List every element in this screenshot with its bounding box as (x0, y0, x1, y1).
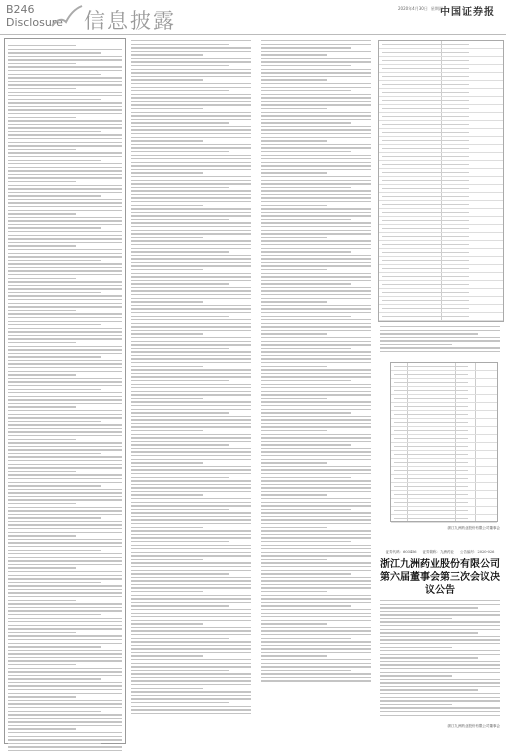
masthead (0, 0, 506, 35)
column-2 (128, 38, 254, 744)
section-label-cn: 信息披露 (84, 9, 176, 33)
signature-end: 浙江九洲药业股份有限公司董事会 (447, 724, 500, 728)
signature-mid: 浙江九洲药业股份有限公司董事会 (447, 526, 500, 530)
notice-title: 第六届董事会第三次会议决议公告 (380, 572, 500, 596)
column-2-text (131, 40, 251, 716)
page-number: B246 (6, 3, 35, 16)
section-label-en: Disclosure (6, 16, 63, 29)
column-1-text (8, 45, 122, 753)
column-1 (4, 38, 126, 744)
brush-stroke-icon (50, 4, 84, 30)
stock-info: 证券代码：603456 证券简称：九洲药业 公告编号：2020-026 (385, 550, 495, 554)
notice-header (378, 550, 502, 597)
company-name: 浙江九洲药业股份有限公司 (380, 559, 500, 570)
newspaper-logo: 中国证券报 (440, 7, 495, 18)
date-line: 2020年4月30日 星期四 (398, 6, 443, 11)
table-lower (390, 362, 498, 522)
column-4-text-mid (380, 326, 500, 355)
table-upper (378, 40, 504, 322)
column-3 (258, 38, 374, 744)
column-4-text-lower (380, 600, 500, 718)
column-3-text (261, 40, 371, 684)
